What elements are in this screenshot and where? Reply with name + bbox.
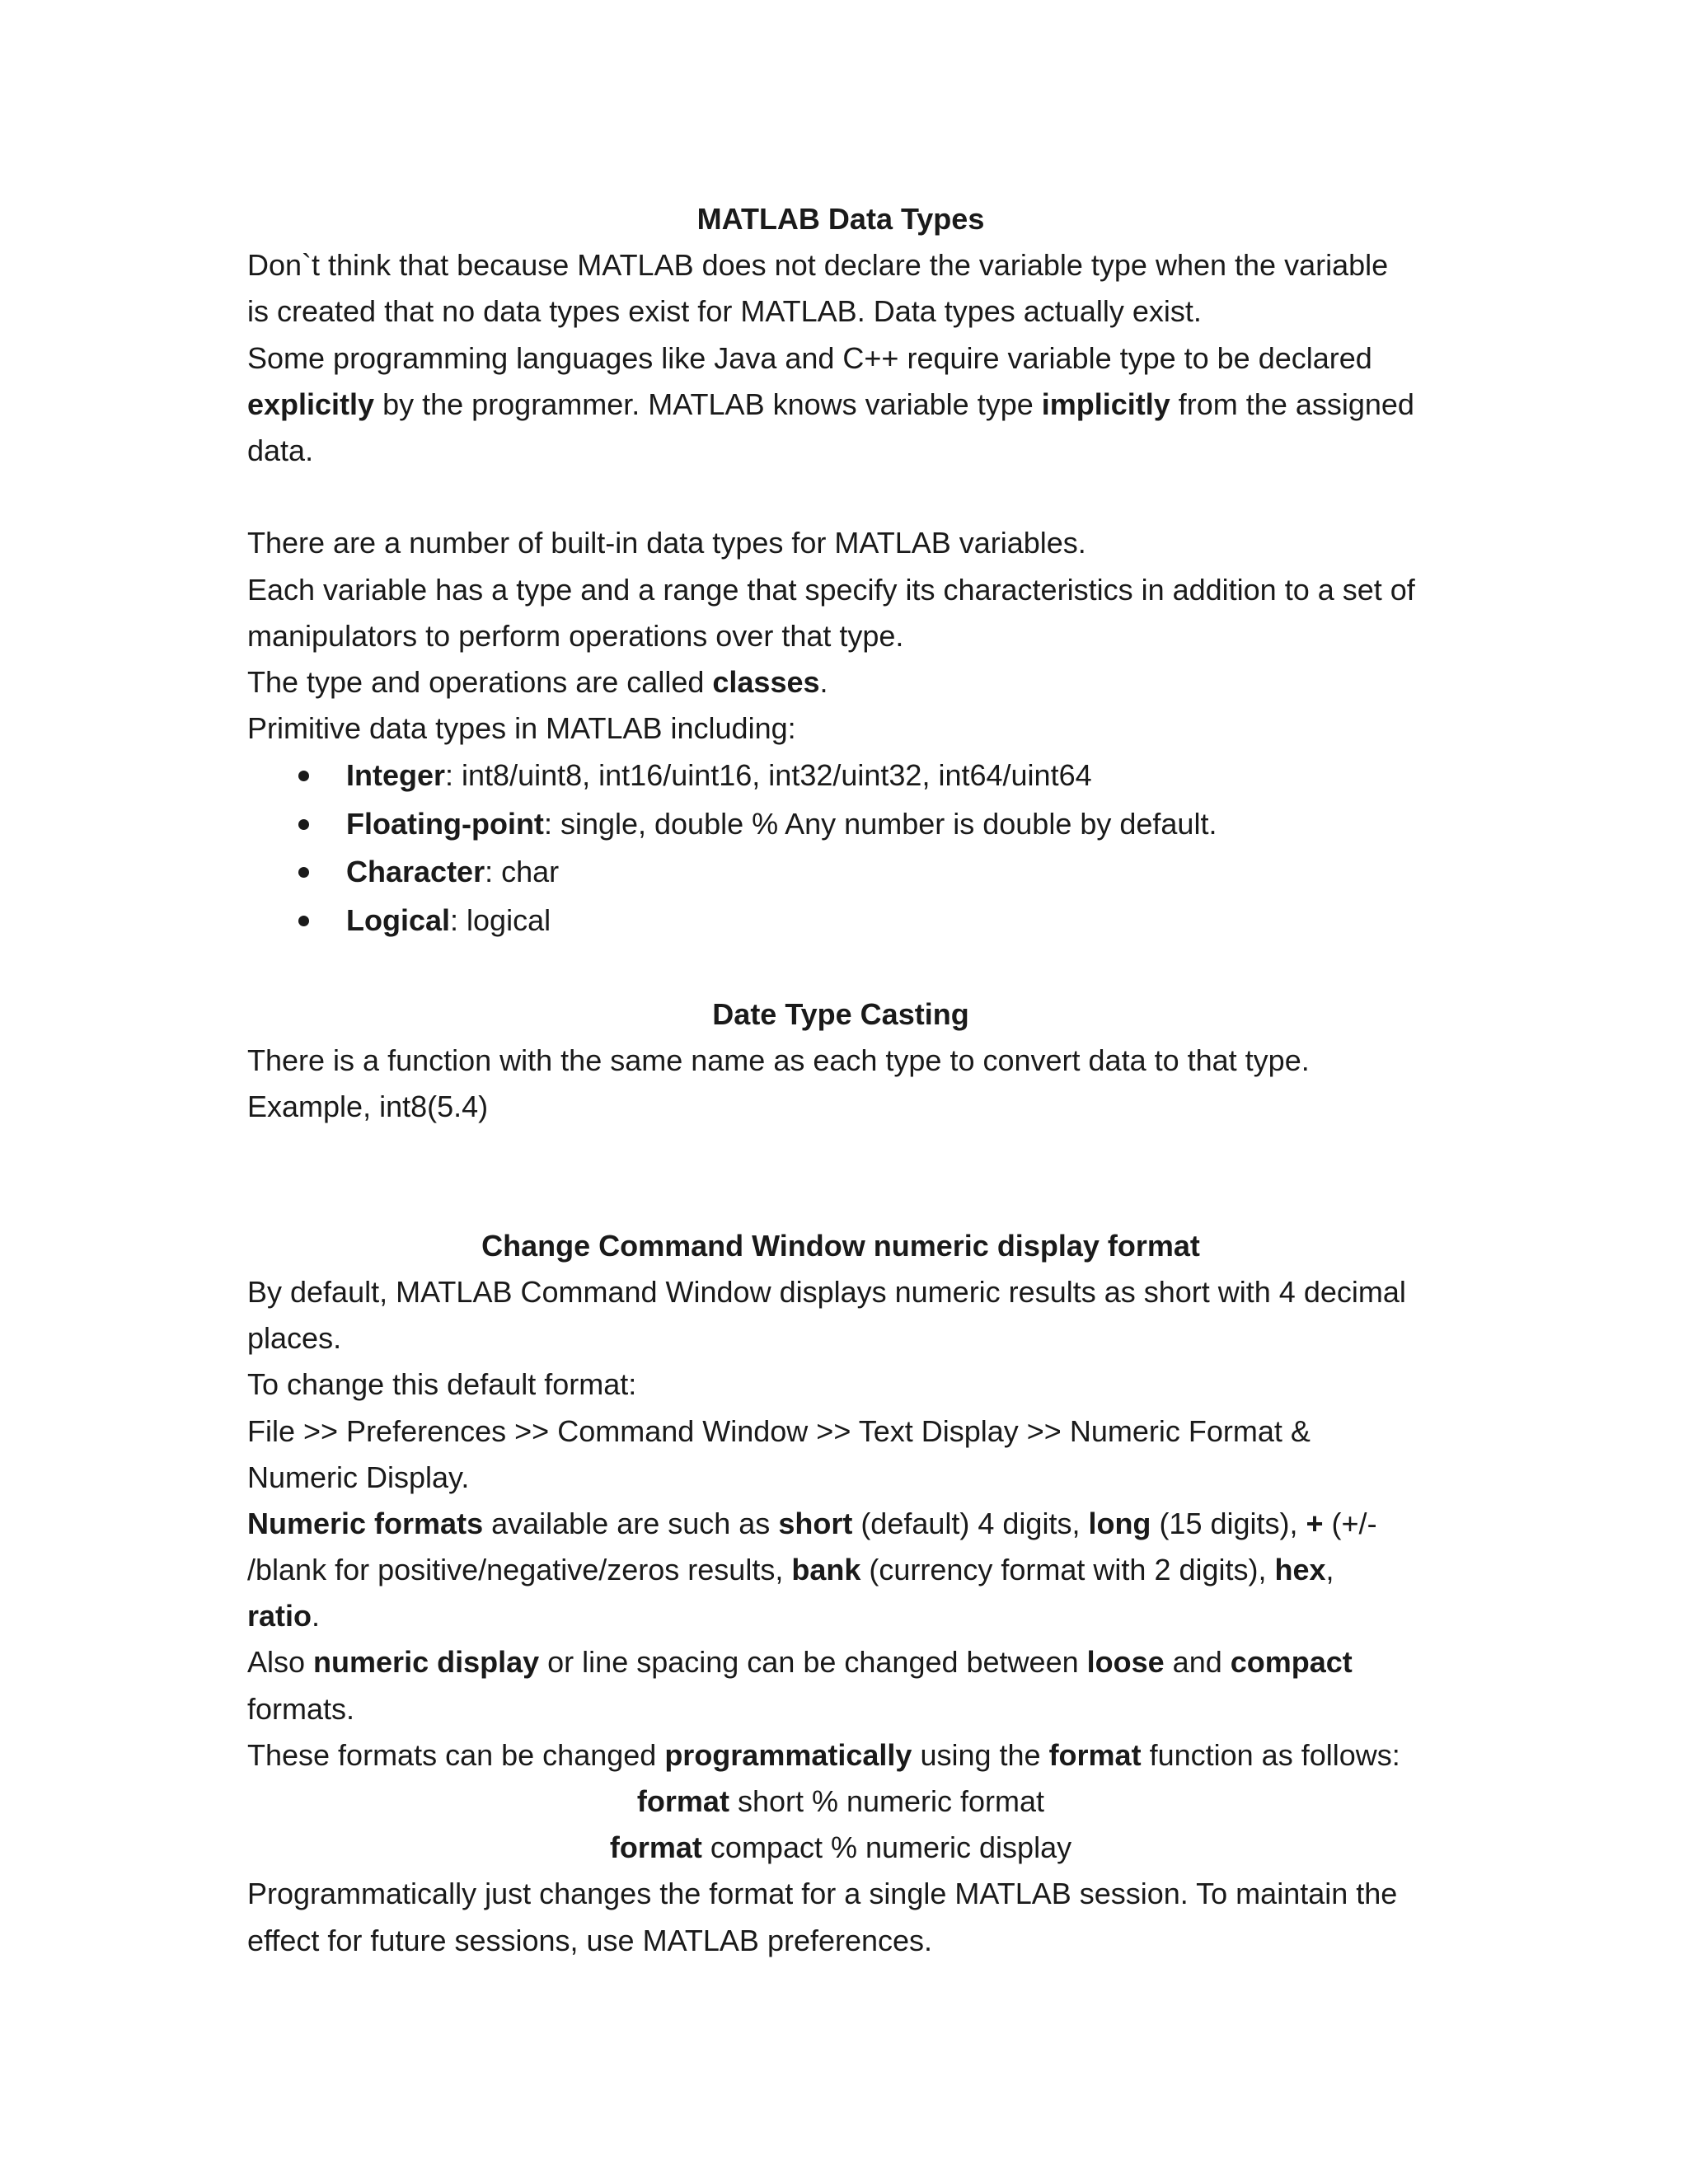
bold-term: format [1048,1737,1142,1772]
paragraph-line: Don`t think that because MATLAB does not declare the variable type when the variable [247,248,1389,283]
bullet-label: Character [346,855,485,889]
paragraph-line [247,1639,1434,1685]
primitive-types-list [247,752,1434,944]
paragraph-line [247,659,1434,705]
paragraph-line: To change this default format: [247,1367,637,1402]
bold-term: long [1088,1506,1151,1540]
text-run: Also [247,1645,314,1680]
text-run: . [312,1599,321,1633]
list-item [247,848,1434,897]
paragraph-line: places. [247,1321,342,1356]
bullet-text: : char [485,855,560,889]
bullet-label: Logical [346,903,451,938]
list-item [247,752,1434,800]
code-example-line [247,1825,1434,1871]
bold-term: programmatically [664,1737,912,1772]
paragraph-line: There is a function with the same name as each type to convert data to that type. [247,1043,1310,1077]
paragraph-line: Programmatically just changes the format for a single MATLAB session. To maintain the [247,1877,1398,1911]
text-run: or line spacing can be changed between [539,1645,1087,1680]
text-run: (default) 4 digits, [852,1506,1089,1540]
text-run: These formats can be changed [247,1737,665,1772]
paragraph-line: Some programming languages like Java and C++ require variable type to be declared [247,340,1372,375]
paragraph-line: effect for future sessions, use MATLAB preferences. [247,1923,933,1957]
bold-term: classes [712,664,820,699]
bullet-text: : single, double % Any number is double by default. [543,806,1217,841]
bullet-icon [298,771,309,781]
paragraph-line [247,382,1434,428]
text-run: function as follows: [1141,1737,1400,1772]
bold-term: short [778,1506,853,1540]
text-run: using the [912,1737,1049,1772]
text-run: . [819,664,828,699]
bold-term: numeric display [313,1645,540,1680]
text-run: short % numeric format [729,1784,1045,1819]
paragraph-line [247,1547,1434,1593]
bold-term: compact [1230,1645,1353,1680]
paragraph-line [247,1501,1434,1547]
bold-term: format [609,1830,702,1865]
paragraph-line: is created that no data types exist for MATLAB. Data types actually exist. [247,294,1202,329]
bold-term: explicitly [247,387,375,421]
bold-term: + [1306,1506,1324,1540]
list-item [247,800,1434,849]
bullet-icon [298,916,309,926]
spacer [247,1130,1434,1222]
paragraph-line: Example, int8(5.4) [247,1090,489,1124]
bold-term: implicitly [1041,387,1170,421]
spacer [247,474,1434,520]
paragraph-line: formats. [247,1691,355,1726]
spacer [247,945,1434,991]
paragraph-line: Primitive data types in MATLAB including: [247,711,796,746]
list-item [247,897,1434,945]
text-run: and [1164,1645,1231,1680]
text-run: The type and operations are called [247,664,713,699]
paragraph-line [247,1593,1434,1639]
text-run: available are such as [483,1506,779,1540]
bullet-text: : logical [450,903,551,938]
section-title-data-types: MATLAB Data Types [696,202,985,236]
document-page [247,196,1434,1964]
text-run: compact % numeric display [701,1830,1072,1865]
section-title-display-format: Change Command Window numeric display format [481,1228,1200,1263]
text-run: from the assigned [1170,387,1414,421]
bullet-text: : int8/uint8, int16/uint16, int32/uint32, int64/uint64 [445,758,1092,793]
bold-term: ratio [247,1599,312,1633]
paragraph-line: Each variable has a type and a range that specify its characteristics in addition to a set of [247,572,1415,607]
paragraph-line: File >> Preferences >> Command Window >> Text Display >> Numeric Format & [247,1413,1311,1448]
paragraph-line: Numeric Display. [247,1460,470,1494]
bold-term: Numeric formats [247,1506,484,1540]
bullet-label: Floating-point [346,806,544,841]
bold-term: hex [1274,1553,1326,1587]
text-run: , [1325,1553,1334,1587]
text-run: /blank for positive/negative/zeros results, [247,1553,792,1587]
bullet-icon [298,867,309,878]
bold-term: format [636,1784,729,1819]
bullet-icon [298,819,309,830]
text-run: (currency format with 2 digits), [860,1553,1275,1587]
bullet-label: Integer [346,758,446,793]
bold-term: bank [791,1553,861,1587]
paragraph-line: By default, MATLAB Command Window displays numeric results as short with 4 decimal [247,1274,1406,1309]
paragraph-line: data. [247,433,314,467]
text-run: by the programmer. MATLAB knows variable type [374,387,1042,421]
paragraph-line: There are a number of built-in data types for MATLAB variables. [247,526,1086,560]
code-example-line [247,1779,1434,1825]
bold-term: loose [1086,1645,1165,1680]
paragraph-line [247,1732,1434,1779]
section-title-type-casting: Date Type Casting [712,996,969,1031]
text-run: (+/- [1323,1506,1377,1540]
text-run: (15 digits), [1151,1506,1306,1540]
paragraph-line: manipulators to perform operations over that type. [247,618,904,653]
